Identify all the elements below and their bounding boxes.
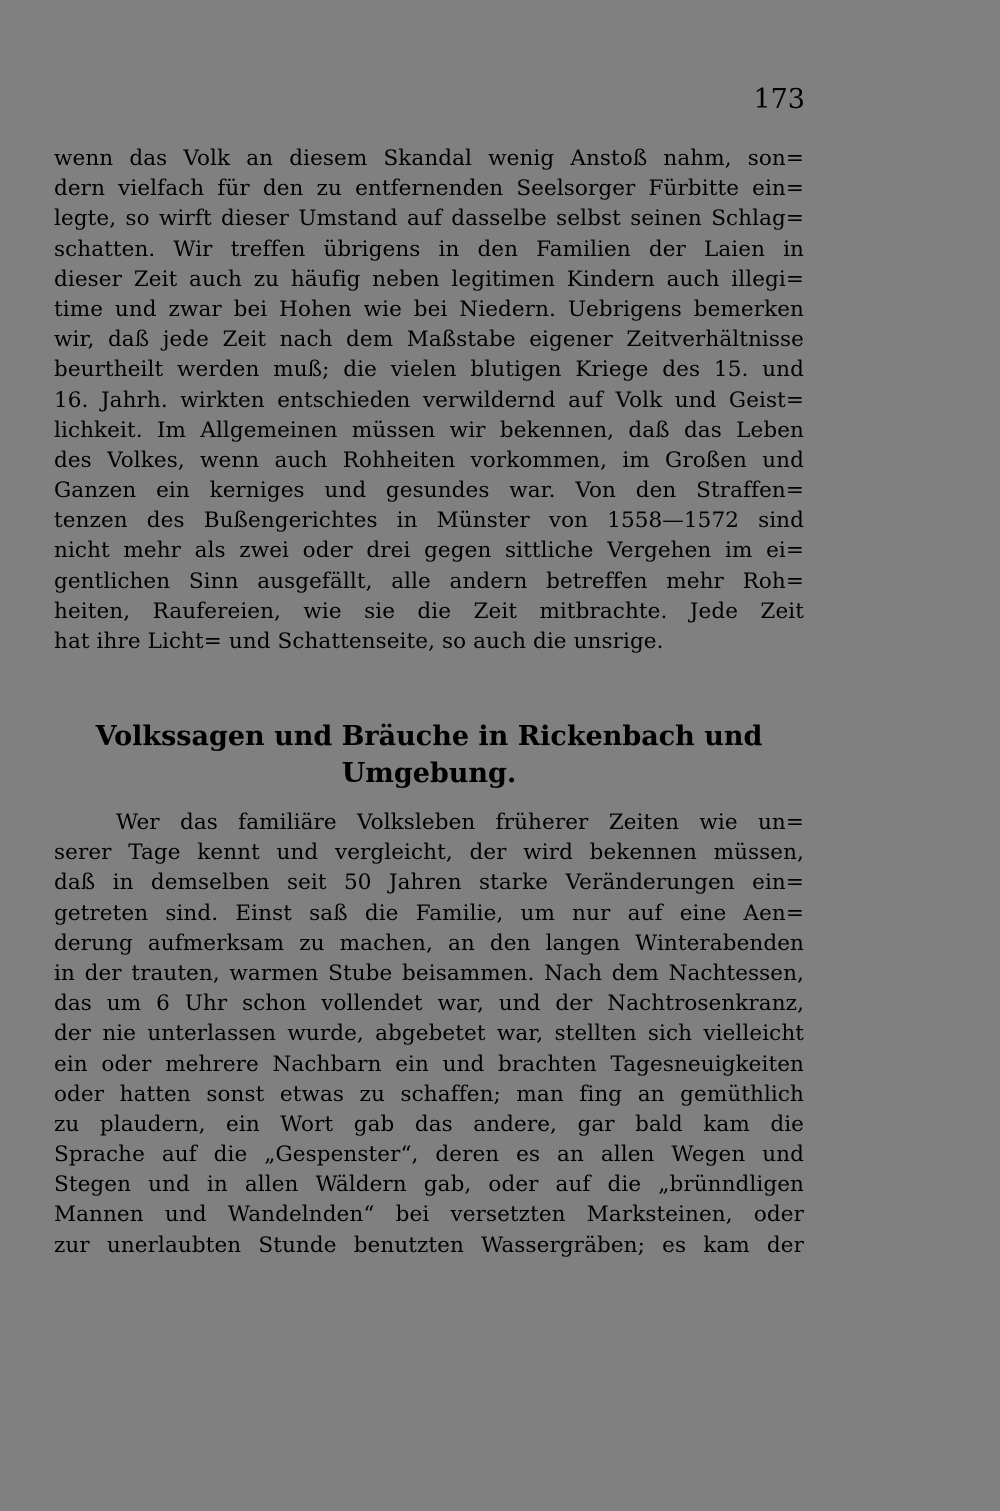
text-line: Stegen und in allen Wäldern gab, oder auf die „brünndligen [54, 1172, 804, 1198]
text-line: wir, daß jede Zeit nach dem Maßstabe eigener Zeitverhältnisse [54, 327, 804, 353]
text-line: das um 6 Uhr schon vollendet war, und der Nachtrosenkranz, [54, 991, 804, 1017]
text-line: gentlichen Sinn ausgefällt, alle andern betreffen mehr Roh= [54, 568, 804, 594]
text-line: hat ihre Licht= und Schattenseite, so auch die unsrige. [54, 629, 664, 654]
text-line: beurtheilt werden muß; die vielen blutigen Kriege des 15. und [54, 357, 804, 383]
text-line: des Volkes, wenn auch Rohheiten vorkommen, im Großen und [54, 447, 804, 473]
text-line: daß in demselben seit 50 Jahren starke Veränderungen ein= [54, 870, 804, 896]
text-line: wenn das Volk an diesem Skandal wenig Anstoß nahm, son= [54, 146, 804, 171]
text-line: nicht mehr als zwei oder drei gegen sittliche Vergehen im ei= [54, 538, 804, 564]
text-line: zu plaudern, ein Wort gab das andere, gar bald kam die [54, 1111, 804, 1137]
text-line: der nie unterlassen wurde, abgebetet war, stellten sich vielleicht [54, 1021, 804, 1047]
text-line: dieser Zeit auch zu häufig neben legitimen Kindern auch illegi= [54, 266, 804, 292]
text-line: legte, so wirft dieser Umstand auf dasselbe selbst seinen Schlag= [54, 206, 804, 232]
text-line: schatten. Wir treffen übrigens in den Familien der Laien in [54, 236, 804, 262]
text-line: tenzen des Bußengerichtes in Münster von 1558—1572 sind [54, 508, 804, 534]
text-line: 16. Jahrh. wirkten entschieden verwildernd auf Volk und Geist= [54, 387, 804, 413]
section-heading-line-1: Volkssagen und Bräuche in Rickenbach und [95, 721, 763, 752]
paragraph-2 [54, 808, 804, 1261]
page-number: 173 [753, 84, 805, 115]
text-line: Wer das familiäre Volksleben früherer Zeiten wie un= [116, 810, 804, 835]
text-line: lichkeit. Im Allgemeinen müssen wir bekennen, daß das Leben [54, 417, 804, 443]
text-line: Mannen und Wandelnden“ bei versetzten Marksteinen, oder [54, 1202, 804, 1228]
text-line: time und zwar bei Hohen wie bei Niedern. Uebrigens bemerken [54, 296, 804, 322]
text-line: Ganzen ein kerniges und gesundes war. Von den Straffen= [54, 478, 804, 504]
text-line: getreten sind. Einst saß die Familie, um nur auf eine Aen= [54, 900, 804, 926]
text-line: derung aufmerksam zu machen, an den langen Winterabenden [54, 930, 804, 956]
section-heading [54, 718, 804, 792]
text-line: oder hatten sonst etwas zu schaffen; man fing an gemüthlich [54, 1081, 804, 1107]
text-line: ein oder mehrere Nachbarn ein und brachten Tagesneuigkeiten [54, 1051, 804, 1077]
text-line: zur unerlaubten Stunde benutzten Wassergräben; es kam der [54, 1232, 804, 1258]
text-line: Sprache auf die „Gespenster“, deren es an allen Wegen und [54, 1142, 804, 1168]
section-heading-line-2: Umgebung. [341, 758, 517, 789]
text-line: heiten, Raufereien, wie sie die Zeit mitbrachte. Jede Zeit [54, 598, 804, 624]
paragraph-1 [54, 144, 804, 657]
text-line: dern vielfach für den zu entfernenden Seelsorger Fürbitte ein= [54, 176, 804, 202]
text-line: in der trauten, warmen Stube beisammen. Nach dem Nachtessen, [54, 960, 804, 986]
text-line: serer Tage kennt und vergleicht, der wird bekennen müssen, [54, 840, 804, 866]
